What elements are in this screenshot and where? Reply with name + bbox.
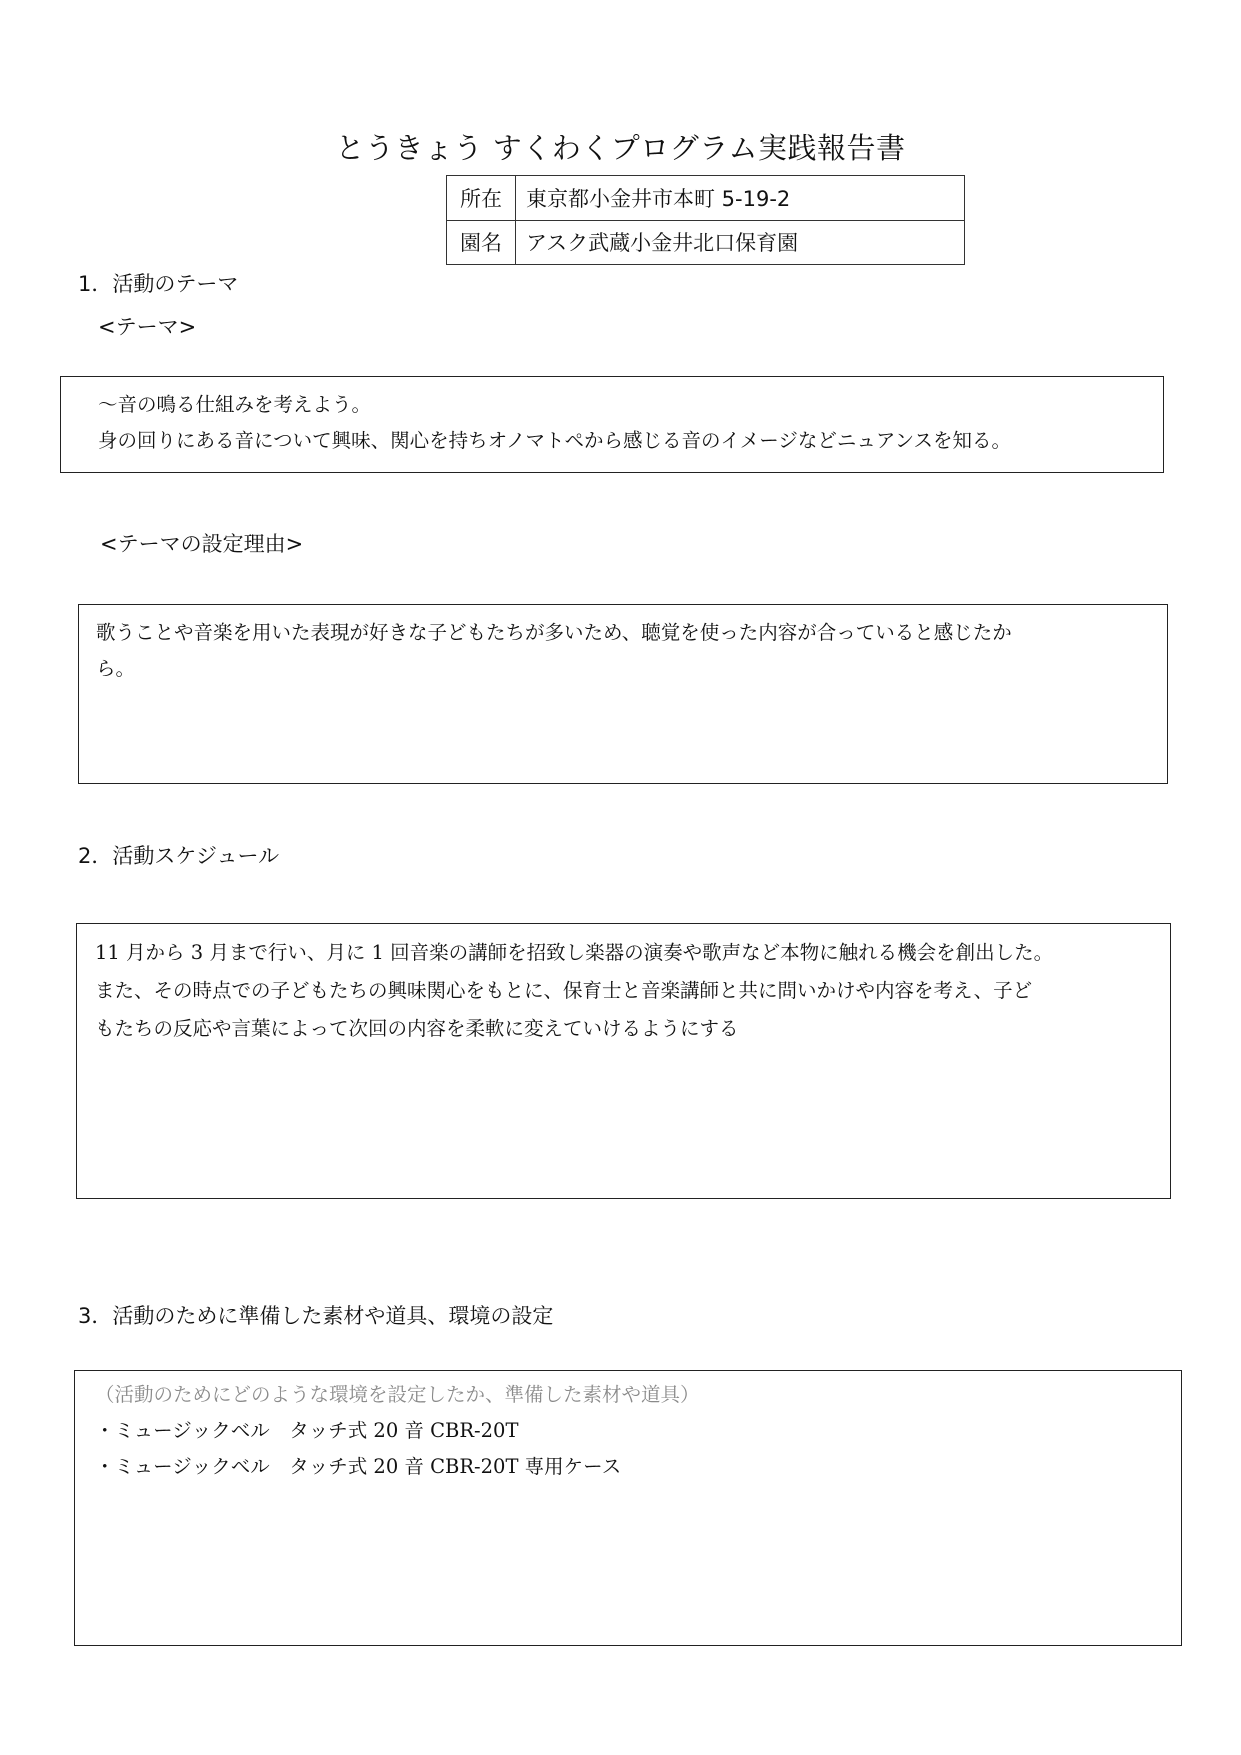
schedule-line: 11 月から 3 月まで行い、月に 1 回音楽の講師を招致し楽器の演奏や歌声など本物に触れる機会を創出した。 bbox=[95, 941, 1054, 964]
location-label: 所在 bbox=[447, 176, 516, 221]
reason-line: ら。 bbox=[96, 657, 136, 680]
materials-item: ・ミュージックベル タッチ式 20 音 CBR-20T bbox=[95, 1419, 519, 1442]
nursery-name-value: アスク武蔵小金井北口保育園 bbox=[516, 220, 965, 265]
reason-line: 歌うことや音楽を用いた表現が好きな子どもたちが多いため、聴覚を使った内容が合っていると感じたか bbox=[96, 621, 1012, 644]
section3-heading: 3．活動のために準備した素材や道具、環境の設定 bbox=[78, 1304, 554, 1328]
materials-item: ・ミュージックベル タッチ式 20 音 CBR-20T 専用ケース bbox=[95, 1455, 622, 1478]
nursery-name-label: 園名 bbox=[447, 220, 516, 265]
info-row-name bbox=[447, 220, 965, 265]
page-title: とうきょう すくわくプログラム実践報告書 bbox=[335, 131, 906, 165]
reason-box bbox=[78, 604, 1168, 784]
materials-box bbox=[74, 1370, 1182, 1646]
location-value: 東京都小金井市本町 5-19-2 bbox=[516, 176, 965, 221]
theme-line: 身の回りにある音について興味、関心を持ちオノマトペから感じる音のイメージなどニュアンスを知る。 bbox=[98, 429, 1011, 452]
schedule-box bbox=[76, 923, 1171, 1199]
section2-heading: 2．活動スケジュール bbox=[78, 844, 280, 868]
info-table bbox=[446, 175, 965, 265]
theme-box bbox=[60, 376, 1164, 473]
theme-label: <テーマ> bbox=[98, 315, 197, 339]
section1-heading: 1．活動のテーマ bbox=[78, 272, 239, 296]
theme-line: ～音の鳴る仕組みを考えよう。 bbox=[98, 393, 372, 416]
reason-label: <テーマの設定理由> bbox=[100, 532, 304, 556]
schedule-line: また、その時点での子どもたちの興味関心をもとに、保育士と音楽講師と共に問いかけや内容を考え、子ど bbox=[95, 979, 1033, 1002]
info-row-location bbox=[447, 176, 965, 221]
schedule-line: もたちの反応や言葉によって次回の内容を柔軟に変えていけるようにする bbox=[95, 1017, 739, 1040]
materials-hint: （活動のためにどのような環境を設定したか、準備した素材や道具） bbox=[95, 1383, 700, 1406]
